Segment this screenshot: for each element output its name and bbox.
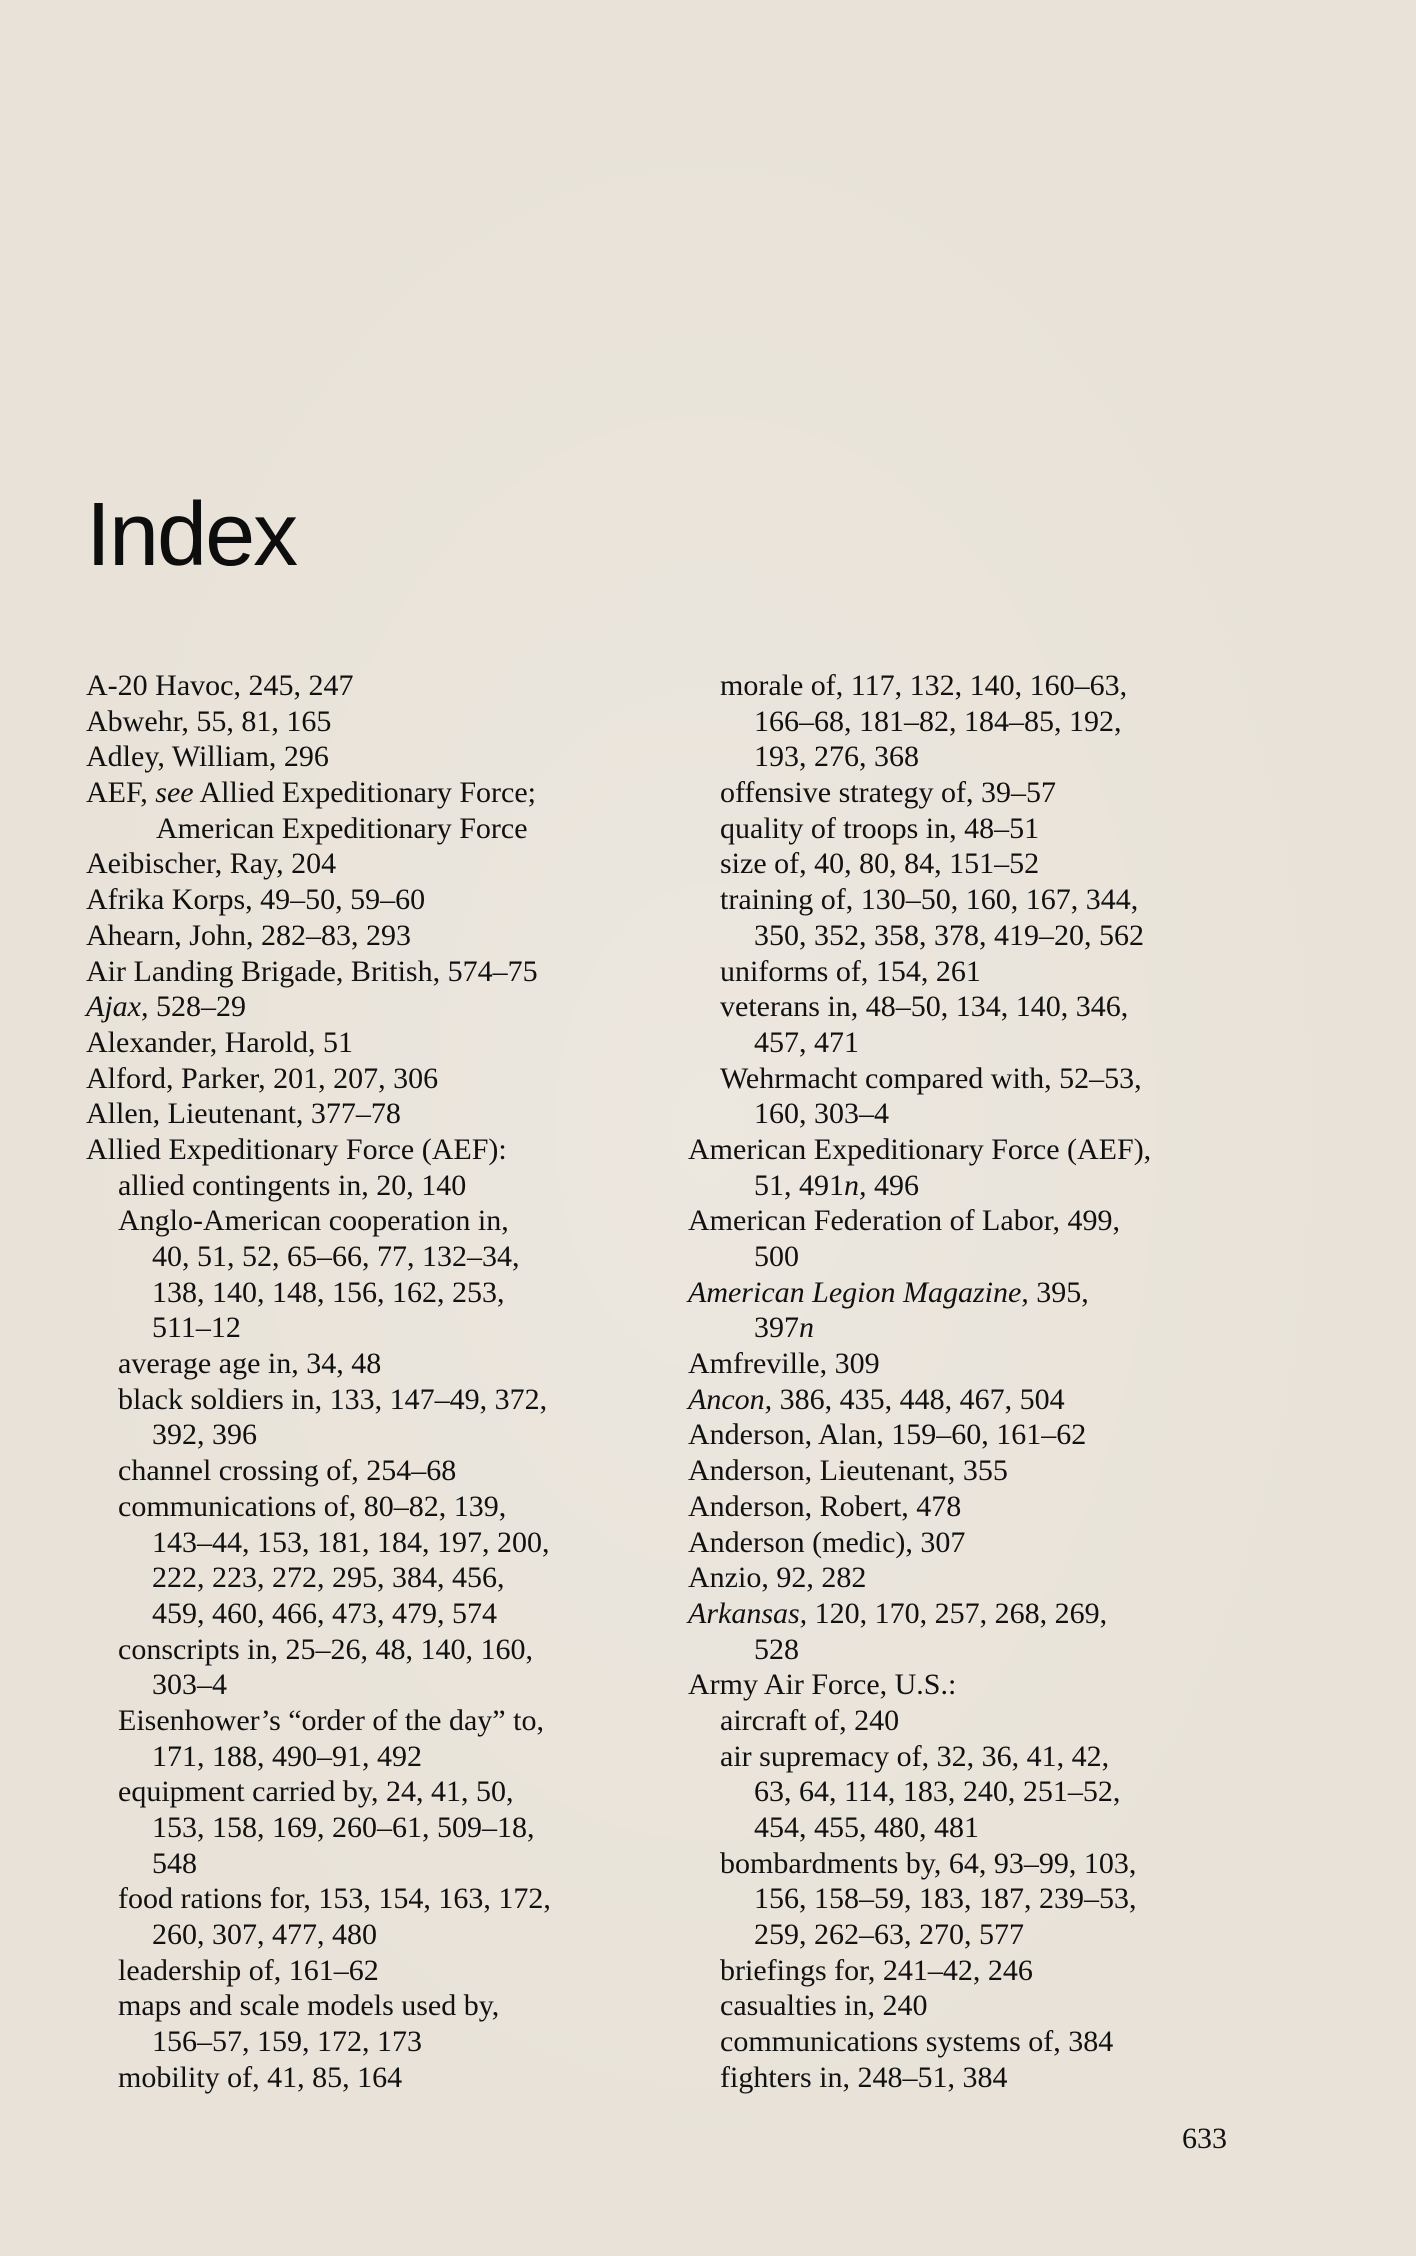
index-entry: 548 [152, 1846, 197, 1880]
index-entry: Aeibischer, Ray, 204 [86, 847, 337, 881]
index-entry: Anderson, Alan, 159–60, 161–62 [688, 1418, 1087, 1452]
index-entry: Army Air Force, U.S.: [688, 1668, 957, 1702]
entry-italic-text: Ajax, [86, 990, 149, 1024]
entry-italic-text: American Legion Magazine, [688, 1275, 1029, 1309]
index-entry: 511–12 [152, 1311, 241, 1345]
index-entry: Amfreville, 309 [688, 1347, 880, 1381]
index-entry: 500 [754, 1240, 799, 1273]
index-entry: morale of, 117, 132, 140, 160–63, [720, 669, 1128, 702]
index-entry: 459, 460, 466, 473, 479, 574 [152, 1596, 497, 1630]
index-entry: 260, 307, 477, 480 [152, 1918, 377, 1952]
entry-italic-text: see [155, 776, 194, 810]
index-column-left [86, 668, 686, 2096]
index-entry: 138, 140, 148, 156, 162, 253, [152, 1275, 505, 1309]
index-entry: 63, 64, 114, 183, 240, 251–52, [754, 1775, 1121, 1809]
index-entry: black soldiers in, 133, 147–49, 372, [118, 1382, 548, 1416]
index-entry: allied contingents in, 20, 140 [118, 1168, 467, 1202]
entry-text: 496 [866, 1168, 919, 1202]
index-entry: air supremacy of, 32, 36, 41, 42, [720, 1739, 1110, 1773]
index-entry [688, 1310, 1338, 1346]
index-entry: equipment carried by, 24, 41, 50, [118, 1775, 514, 1809]
index-entry: Wehrmacht compared with, 52–53, [720, 1061, 1142, 1095]
index-entry [86, 775, 686, 811]
index-entry: 171, 188, 490–91, 492 [152, 1739, 422, 1773]
index-entry [688, 1275, 1338, 1311]
index-entry: 166–68, 181–82, 184–85, 192, [754, 704, 1122, 738]
index-entry: 457, 471 [754, 1025, 859, 1059]
index-column-right [688, 668, 1338, 2096]
index-entry: conscripts in, 25–26, 48, 140, 160, [118, 1632, 533, 1666]
index-entry: food rations for, 153, 154, 163, 172, [118, 1882, 551, 1916]
entry-text: 51, 491 [754, 1168, 844, 1202]
index-entry: Ahearn, John, 282–83, 293 [86, 918, 411, 952]
entry-italic-text: n [799, 1311, 814, 1345]
index-entry: A-20 Havoc, 245, 247 [86, 669, 354, 702]
entry-text: 386, 435, 448, 467, 504 [772, 1382, 1065, 1416]
index-entry: 222, 223, 272, 295, 384, 456, [152, 1561, 505, 1595]
index-entry: American Expeditionary Force [156, 811, 528, 845]
entry-italic-text: Arkansas, [688, 1596, 808, 1630]
index-entry: Anglo-American cooperation in, [118, 1204, 509, 1238]
index-entry: maps and scale models used by, [118, 1989, 500, 2023]
index-entry [688, 1382, 1338, 1418]
index-entry [688, 1168, 1338, 1204]
page-title: Index [86, 485, 297, 585]
index-entry: average age in, 34, 48 [118, 1347, 382, 1381]
index-entry: 153, 158, 169, 260–61, 509–18, [152, 1811, 535, 1844]
entry-text: Allied Expeditionary Force; [193, 776, 537, 810]
index-entry: Allen, Lieutenant, 377–78 [86, 1097, 401, 1131]
index-entry: 303–4 [152, 1668, 227, 1702]
index-entry: offensive strategy of, 39–57 [720, 776, 1057, 810]
entry-text: 528–29 [148, 990, 246, 1024]
index-entry: leadership of, 161–62 [118, 1953, 379, 1987]
entry-text: AEF, [86, 776, 156, 810]
index-entry: Anzio, 92, 282 [688, 1561, 867, 1595]
index-entry: veterans in, 48–50, 134, 140, 346, [720, 990, 1129, 1024]
index-entry: 350, 352, 358, 378, 419–20, 562 [754, 918, 1144, 952]
index-entry: Air Landing Brigade, British, 574–75 [86, 954, 538, 988]
index-entry: 40, 51, 52, 65–66, 77, 132–34, [152, 1240, 520, 1273]
entry-text: 120, 170, 257, 268, 269, [807, 1596, 1108, 1630]
index-entry: training of, 130–50, 160, 167, 344, [720, 883, 1139, 917]
index-entry: Eisenhower’s “order of the day” to, [118, 1703, 544, 1737]
index-entry: briefings for, 241–42, 246 [720, 1953, 1033, 1987]
index-entry: channel crossing of, 254–68 [118, 1454, 457, 1488]
index-entry: American Federation of Labor, 499, [688, 1204, 1120, 1238]
index-entry: Afrika Korps, 49–50, 59–60 [86, 883, 426, 917]
index-entry [688, 1596, 1338, 1632]
index-entry: quality of troops in, 48–51 [720, 811, 1040, 845]
index-entry: aircraft of, 240 [720, 1703, 900, 1737]
entry-text: 395, [1028, 1275, 1089, 1309]
index-entry: communications of, 80–82, 139, [118, 1489, 507, 1523]
index-entry: Allied Expeditionary Force (AEF): [86, 1132, 507, 1166]
entry-text: 397 [754, 1311, 799, 1345]
index-entry: Anderson (medic), 307 [688, 1525, 966, 1559]
index-entry [86, 989, 686, 1025]
index-entry: 143–44, 153, 181, 184, 197, 200, [152, 1525, 550, 1559]
page-number: 633 [1182, 2122, 1227, 2155]
index-entry: mobility of, 41, 85, 164 [118, 2060, 403, 2094]
index-entry: bombardments by, 64, 93–99, 103, [720, 1846, 1137, 1880]
index-entry: 259, 262–63, 270, 577 [754, 1918, 1024, 1952]
entry-italic-text: Ancon, [688, 1382, 773, 1416]
index-entry: Anderson, Lieutenant, 355 [688, 1454, 1008, 1488]
index-entry: American Expeditionary Force (AEF), [688, 1132, 1152, 1166]
index-entry: 454, 455, 480, 481 [754, 1811, 979, 1844]
index-entry: 156–57, 159, 172, 173 [152, 2025, 422, 2059]
index-entry: Adley, William, 296 [86, 740, 329, 774]
index-entry: Anderson, Robert, 478 [688, 1489, 962, 1523]
index-entry: fighters in, 248–51, 384 [720, 2060, 1008, 2094]
index-entry: size of, 40, 80, 84, 151–52 [720, 847, 1040, 881]
index-entry: Abwehr, 55, 81, 165 [86, 704, 332, 738]
index-entry: uniforms of, 154, 261 [720, 954, 981, 988]
index-entry: Alexander, Harold, 51 [86, 1025, 354, 1059]
index-entry: 156, 158–59, 183, 187, 239–53, [754, 1882, 1137, 1916]
entry-italic-text: n, [844, 1168, 867, 1202]
index-entry: communications systems of, 384 [720, 2025, 1114, 2059]
index-entry: 160, 303–4 [754, 1097, 889, 1131]
index-entry: Alford, Parker, 201, 207, 306 [86, 1061, 439, 1095]
index-entry: 193, 276, 368 [754, 740, 919, 774]
index-entry: casualties in, 240 [720, 1989, 928, 2023]
index-entry: 392, 396 [152, 1418, 257, 1452]
index-entry: 528 [754, 1632, 799, 1666]
